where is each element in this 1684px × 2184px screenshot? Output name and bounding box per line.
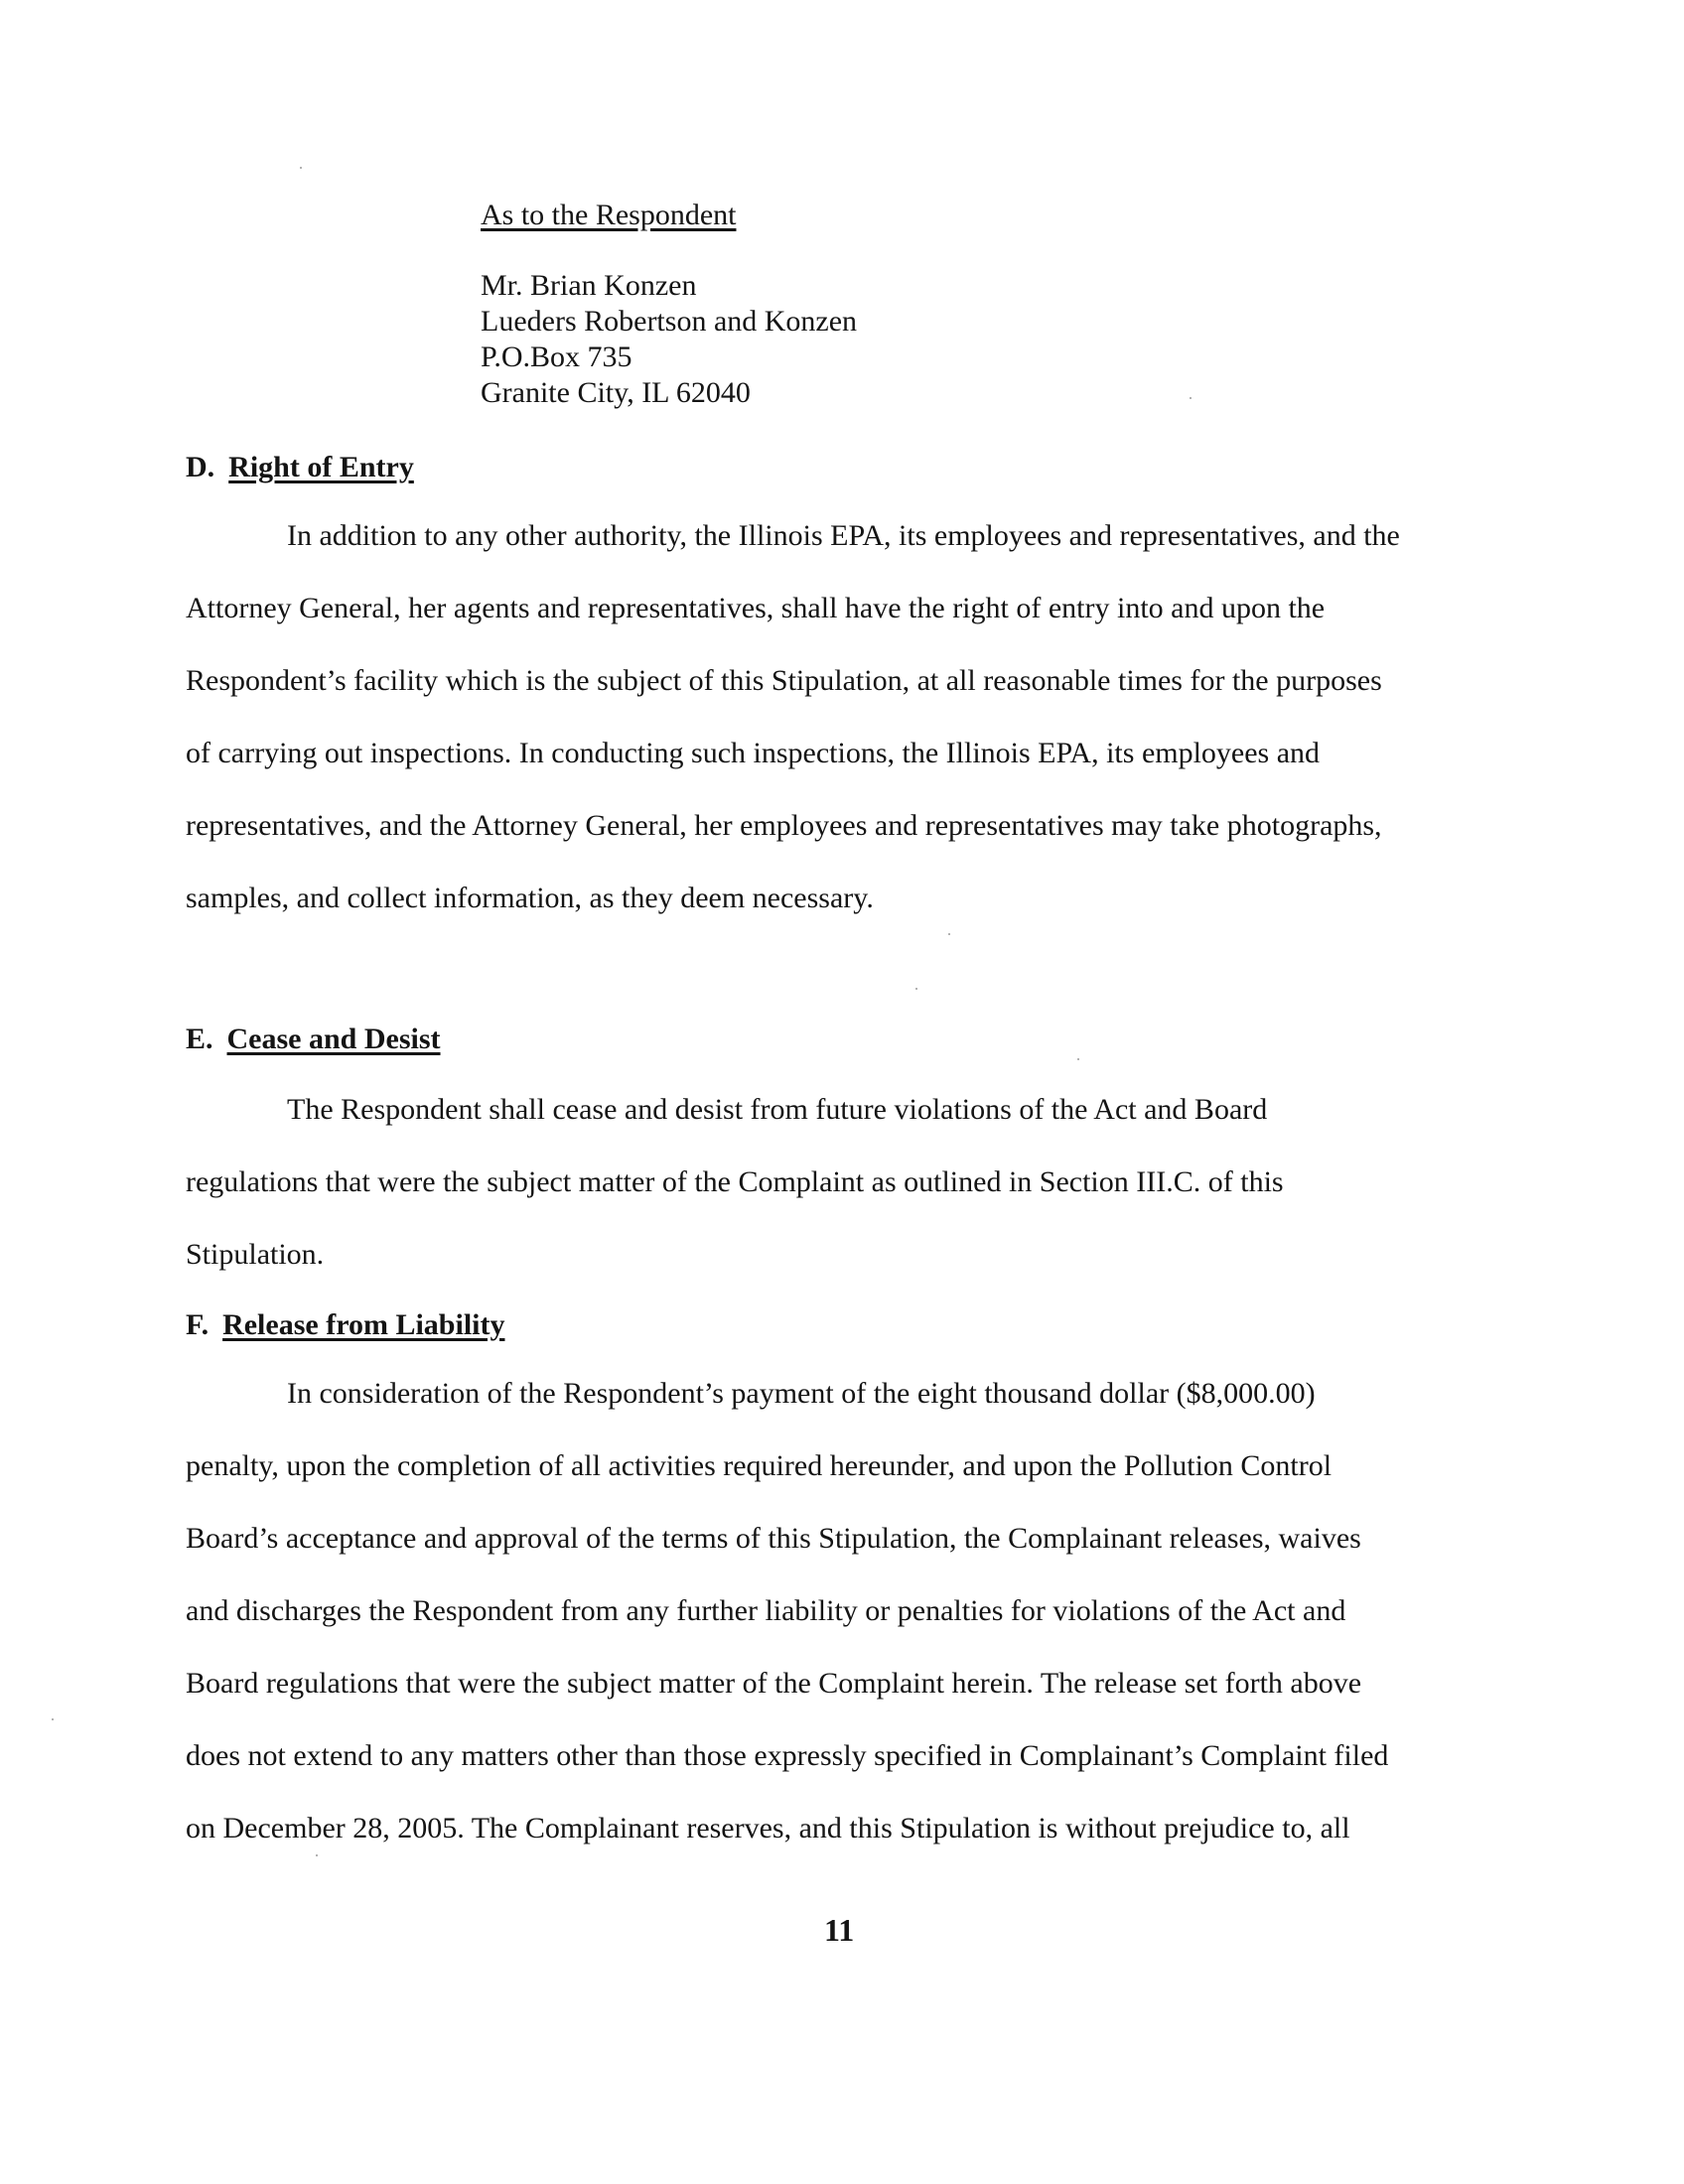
section-f-line: penalty, upon the completion of all activities required hereunder, and upon the Pollution Control [186,1449,1333,1482]
respondent-po-box: P.O.Box 735 [481,341,632,373]
section-d-line: Respondent’s facility which is the subject of this Stipulation, at all reasonable times for the purposes [186,664,1382,697]
section-f-line: does not extend to any matters other than those expressly specified in Complainant’s Complaint filed [186,1739,1389,1772]
section-f-heading [186,1308,504,1342]
scan-speck [316,1854,318,1856]
section-f-line: In consideration of the Respondent’s payment of the eight thousand dollar ($8,000.00) [287,1377,1316,1410]
section-f-line: and discharges the Respondent from any further liability or penalties for violations of the Act and [186,1594,1346,1627]
section-f-line: Board regulations that were the subject matter of the Complaint herein. The release set forth above [186,1667,1362,1700]
respondent-heading: As to the Respondent [481,199,737,231]
section-d-line: of carrying out inspections. In conducting such inspections, the Illinois EPA, its employees and [186,737,1321,769]
scan-speck [915,988,917,990]
section-e-heading [186,1023,441,1056]
section-d-heading [186,451,414,484]
section-letter: D. [186,451,215,483]
section-title: Right of Entry [228,451,414,483]
section-e-line: regulations that were the subject matter of the Complaint as outlined in Section III.C. of this [186,1165,1284,1198]
section-letter: F. [186,1308,210,1341]
respondent-firm: Lueders Robertson and Konzen [481,305,858,338]
section-e-line: Stipulation. [186,1238,325,1271]
section-d-line: In addition to any other authority, the Illinois EPA, its employees and representatives, and the [287,519,1400,552]
section-letter: E. [186,1023,213,1055]
respondent-name: Mr. Brian Konzen [481,269,697,302]
section-title: Release from Liability [222,1308,505,1341]
section-title: Cease and Desist [226,1023,441,1055]
scan-speck [948,933,950,935]
page-number: 11 [824,1912,855,1948]
section-f-line: Board’s acceptance and approval of the terms of this Stipulation, the Complainant releases, waives [186,1522,1361,1555]
scan-speck [1077,1058,1079,1060]
section-f-line: on December 28, 2005. The Complainant reserves, and this Stipulation is without prejudice to, all [186,1812,1350,1844]
section-d-line: representatives, and the Attorney General, her employees and representatives may take photographs, [186,809,1382,842]
scan-speck [1190,397,1192,399]
section-d-line: Attorney General, her agents and representatives, shall have the right of entry into and upon the [186,592,1326,624]
scan-speck [52,1718,54,1720]
respondent-city: Granite City, IL 62040 [481,376,751,409]
section-e-line: The Respondent shall cease and desist from future violations of the Act and Board [287,1093,1268,1126]
section-d-line: samples, and collect information, as they deem necessary. [186,882,874,914]
scan-speck [300,167,302,169]
